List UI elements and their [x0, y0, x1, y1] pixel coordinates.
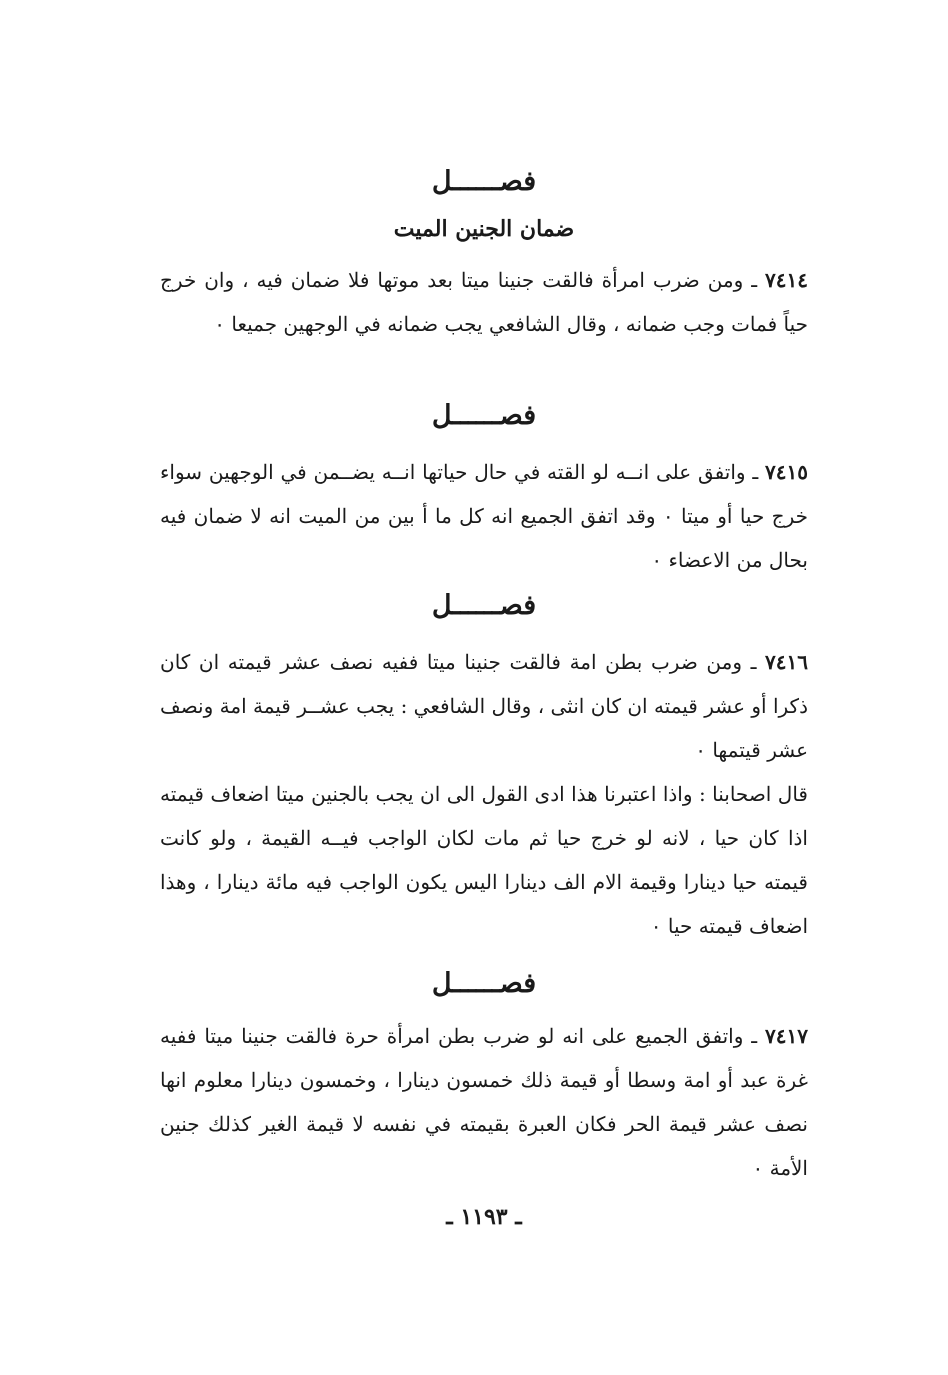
section-heading	[160, 162, 808, 202]
paragraph-text: ـ ومن ضرب امرأة فالقت جنينا ميتا بعد موتها فلا ضمان فيه ، وان خرج حياً فمات وجب ضمانه ، وقال الشافعي يجب ضمانه في الوجهين جميعا ٠	[160, 268, 808, 336]
paragraph-text: قال اصحابنا : واذا اعتبرنا هذا ادى القول الى ان يجب بالجنين ميتا اضعاف قيمته اذا كان حيا ، لانه لو خرج حيا ثم مات لكان الواجب فيــه القيمة ، ولو كانت قيمته حيا دينارا وقيمة الام الف دينارا اليس يكون الواجب فيه مائة دينارا ، وهذا اضعاف قيمته حيا ٠	[160, 782, 808, 938]
paragraph	[160, 640, 808, 772]
section-heading-text: فصــــــل	[431, 590, 537, 621]
document-page	[160, 0, 808, 1375]
page-number: ـ ١١٩٣ ـ	[446, 1204, 522, 1230]
paragraph-number: ٧٤١٤	[765, 268, 808, 292]
paragraph-number: ٧٤١٦	[765, 650, 808, 674]
section-heading	[160, 396, 808, 436]
section-heading-text: فصــــــل	[431, 968, 537, 999]
paragraph-text: ـ واتفق الجميع على انه لو ضرب بطن امرأة حرة فالقت جنينا ميتا ففيه غرة عبد أو امة وسطا أو قيمة ذلك خمسون دينارا ، وخمسون دينارا معلوم انها نصف عشر قيمة الحر فكان العبرة بقيمته في نفسه لا قيمة الغير كذلك جنين الأمة ٠	[160, 1024, 808, 1180]
paragraph	[160, 450, 808, 582]
paragraph-text: ـ واتفق على انــه لو القته في حال حياتها انــه يضــمن في الوجهين سواء خرج حيا أو ميتا ٠ وقد اتفق الجميع انه كل ما أ بين من الميت انه لا ضمان فيه بحال من الاعضاء ٠	[160, 460, 808, 572]
paragraph	[160, 258, 808, 346]
section-heading	[160, 964, 808, 1004]
section-subtitle: ضمان الجنين الميت	[393, 216, 575, 242]
paragraph-number: ٧٤١٧	[765, 1024, 808, 1048]
paragraph-text: ـ ومن ضرب بطن امة فالقت جنينا ميتا ففيه نصف عشر قيمته ان كان ذكرا أو عشر قيمته ان كان انثى ، وقال الشافعي : يجب عشــر قيمة امة ونصف عشر قيتمها ٠	[160, 650, 808, 762]
paragraph	[160, 1014, 808, 1190]
section-heading-text: فصــــــل	[431, 400, 537, 431]
section-heading	[160, 586, 808, 626]
paragraph	[160, 772, 808, 948]
paragraph-number: ٧٤١٥	[765, 460, 808, 484]
section-heading-text: فصــــــل	[431, 166, 537, 197]
